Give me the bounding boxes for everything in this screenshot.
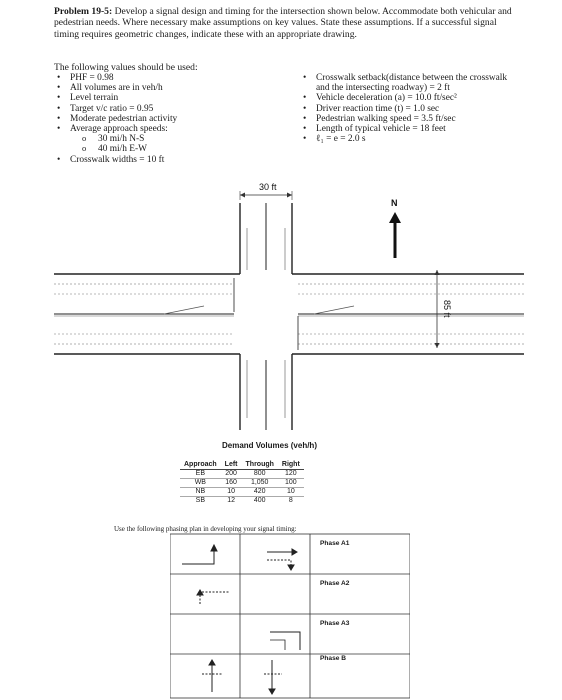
given-item: • Vehicle deceleration (a) = 10.0 ft/sec² xyxy=(300,93,516,103)
given-item: • All volumes are in veh/h xyxy=(54,83,284,93)
given-item: • PHF = 0.98 xyxy=(54,73,284,83)
table-cell: 100 xyxy=(278,479,304,488)
phase-b-arrow-icon xyxy=(202,660,282,694)
table-cell: NB xyxy=(180,488,221,497)
table-cell: 12 xyxy=(221,497,242,506)
east-west-road xyxy=(54,274,524,354)
demand-header-row xyxy=(180,460,304,470)
phase-a1-arrow-icon xyxy=(182,545,297,570)
table-cell: SB xyxy=(180,497,221,506)
width-dimension xyxy=(240,182,292,200)
table-row xyxy=(180,470,304,479)
south-approach xyxy=(240,354,292,430)
phase-label-a2: Phase A2 xyxy=(320,580,350,587)
table-cell: 10 xyxy=(221,488,242,497)
phasing-plan-grid xyxy=(170,532,410,700)
header-right: Right xyxy=(278,460,304,470)
table-cell: 400 xyxy=(242,497,278,506)
phase-a3-arrow-icon xyxy=(197,590,300,650)
given-item: • Moderate pedestrian activity xyxy=(54,114,284,124)
table-row xyxy=(180,479,304,488)
given-values-title: The following values should be used: xyxy=(54,62,198,73)
table-cell: 160 xyxy=(221,479,242,488)
width-label: 30 ft xyxy=(259,182,277,192)
length-dimension xyxy=(435,270,453,348)
given-values-left-list xyxy=(54,73,284,165)
problem-statement xyxy=(54,6,524,40)
length-label: 85 ft xyxy=(442,300,452,318)
given-item: • Level terrain xyxy=(54,93,284,103)
given-item: • Driver reaction time (t) = 1.0 sec xyxy=(300,104,516,114)
given-subitem: o 40 mi/h E-W xyxy=(54,144,284,154)
table-cell: 800 xyxy=(242,470,278,479)
given-item: • Crosswalk widths = 10 ft xyxy=(54,155,284,165)
north-arrow-icon xyxy=(389,198,401,258)
intersection-diagram xyxy=(54,178,524,433)
given-item: • Length of typical vehicle = 18 feet xyxy=(300,124,516,134)
table-cell: 200 xyxy=(221,470,242,479)
table-cell: WB xyxy=(180,479,221,488)
table-cell: EB xyxy=(180,470,221,479)
north-approach xyxy=(240,203,292,274)
given-values-right-list xyxy=(300,73,516,144)
phase-label-a1: Phase A1 xyxy=(320,540,350,547)
table-cell: 10 xyxy=(278,488,304,497)
given-item: • Crosswalk setback(distance between the crosswalk and the intersecting roadway) = 2 ft xyxy=(300,73,516,93)
header-through: Through xyxy=(242,460,278,470)
table-cell: 8 xyxy=(278,497,304,506)
table-row xyxy=(180,497,304,506)
problem-heading: Problem 19-5: xyxy=(54,6,113,17)
phase-label-a3: Phase A3 xyxy=(320,620,350,627)
table-row xyxy=(180,488,304,497)
given-item: • Target v/c ratio = 0.95 xyxy=(54,104,284,114)
problem-text: Develop a signal design and timing for the intersection shown below. Accommodate both vehicular and pedestrian needs. Where necessary make assumptions on key values. State these assumptions. If a successful signal timing requires geometric changes, indicate these with an appropriate drawing. xyxy=(54,6,512,40)
phasing-note: Use the following phasing plan in developing your signal timing: xyxy=(114,525,297,533)
table-cell: 120 xyxy=(278,470,304,479)
phase-label-b: Phase B xyxy=(320,655,347,662)
north-label: N xyxy=(391,198,398,208)
demand-volumes-table xyxy=(180,460,304,505)
demand-volumes-title: Demand Volumes (veh/h) xyxy=(222,441,317,450)
header-approach: Approach xyxy=(180,460,221,470)
given-item: • ℓ₁ = e = 2.0 s xyxy=(300,134,516,144)
given-item: • Pedestrian walking speed = 3.5 ft/sec xyxy=(300,114,516,124)
given-item: • Average approach speeds: xyxy=(54,124,284,134)
header-left: Left xyxy=(221,460,242,470)
table-cell: 420 xyxy=(242,488,278,497)
table-cell: 1,050 xyxy=(242,479,278,488)
given-subitem: o 30 mi/h N-S xyxy=(54,134,284,144)
